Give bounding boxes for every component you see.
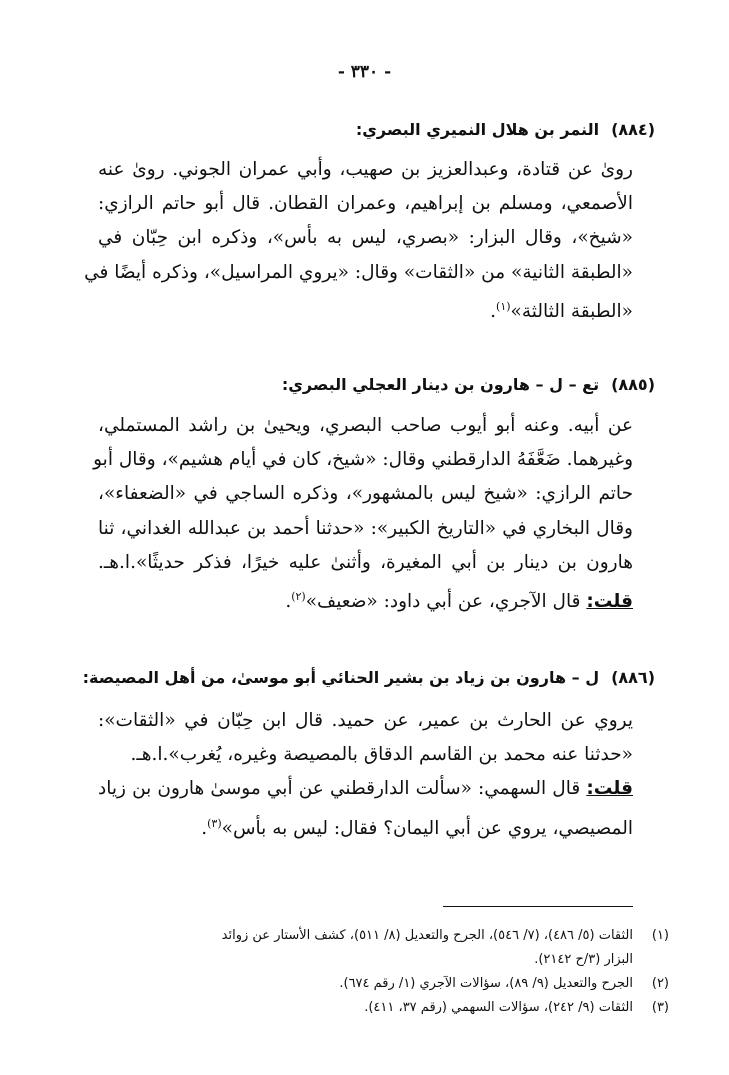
entry-number: (٨٨٦) bbox=[611, 668, 655, 687]
text-line: «حدثنا عنه محمد بن القاسم الدقاق بالمصيصة وغيره، يُغرب».ا.هـ. bbox=[130, 744, 633, 766]
footnote-text: الثقات (٥/ ٤٨٦)، (٧/ ٥٤٦)، الجرح والتعديل (٨/ ٥١١)، كشف الأستار عن زوائد bbox=[221, 928, 633, 943]
entry-body-886 bbox=[98, 704, 633, 846]
text-line: هارون بن دينار بن أبي المغيرة، وأثنىٰ عليه خيرًا، فذكر حديثًا».ا.هـ. bbox=[98, 551, 633, 573]
page-number: - ٣٣٠ - bbox=[337, 62, 392, 82]
footnote-text: الثقات (٩/ ٢٤٢)، سؤالات السهمي (رقم ٣٧، ٤١١). bbox=[364, 1000, 633, 1015]
text-line: قلت: قال الآجري، عن أبي داود: «ضعيف»$^{(٢)}$. bbox=[285, 590, 633, 613]
text-fragment: قال السهمي: «سألت الدارقطني عن أبي موسىٰ هارون بن زياد bbox=[98, 778, 581, 800]
entry-heading-886 bbox=[60, 668, 655, 687]
text-fragment: قال الآجري، عن أبي داود: «ضعيف» bbox=[305, 591, 581, 613]
entry-title: النمر بن هلال النميري البصري: bbox=[355, 120, 600, 139]
text-line: يروي عن الحارث بن عمير، عن حميد. قال ابن حِبّان في «الثقات»: bbox=[98, 710, 633, 731]
qult-label: قلت: bbox=[586, 778, 633, 800]
text-fragment: المصيصي، يروي عن أبي اليمان؟ فقال: ليس به بأس» bbox=[221, 817, 633, 839]
entry-heading-885 bbox=[60, 375, 655, 394]
text-fragment: «الطبقة الثالثة» bbox=[510, 300, 633, 322]
footnote-number: (٣) bbox=[651, 1000, 669, 1015]
text-line: المصيصي، يروي عن أبي اليمان؟ فقال: ليس به بأس»$^{(٣)}$. bbox=[201, 816, 633, 839]
text-line bbox=[98, 772, 633, 806]
footnote-3 bbox=[98, 996, 669, 1020]
footnote-ref: (٣) bbox=[207, 816, 222, 830]
text-line: «شيخ»، وقال البزار: «بصري، ليس به بأس»، وذكره ابن حِبّان في bbox=[98, 227, 633, 249]
footnote-divider bbox=[443, 906, 633, 907]
text-line: حاتم الرازي: «شيخ ليس بالمشهور»، وذكره الساجي في «الضعفاء»، bbox=[98, 483, 633, 505]
footnote-text: البزار (٣/ح ٢١٤٢). bbox=[534, 952, 633, 967]
text-line: الأصمعي، ومسلم بن إبراهيم، وعمران القطان. قال أبو حاتم الرازي: bbox=[98, 193, 633, 215]
text-line: وغيرهما. ضَعَّفَهُ الدارقطني وقال: «شيخ، كان في أيام هشيم»، وقال أبو bbox=[93, 449, 633, 471]
footnote-ref: (١) bbox=[496, 299, 511, 313]
text-line: عن أبيه. وعنه أبو أيوب صاحب البصري، ويحيىٰ بن راشد المستملي، bbox=[98, 415, 633, 436]
entry-title: ل – هارون بن زياد بن بشير الحنائي أبو موسىٰ، من أهل المصيصة: bbox=[82, 668, 600, 687]
text-line: روىٰ عن قتادة، وعبدالعزيز بن صهيب، وأبي عمران الجوني. روىٰ عنه bbox=[98, 159, 633, 180]
entry-number: (٨٨٥) bbox=[611, 375, 655, 394]
footnote-2 bbox=[98, 972, 669, 996]
text-line: وقال البخاري في «التاريخ الكبير»: «حدثنا أحمد بن عبدالله الغداني، ثنا bbox=[98, 517, 633, 539]
footnote-1 bbox=[98, 924, 669, 972]
qult-label: قلت: bbox=[586, 591, 633, 613]
footnote-number: (١) bbox=[651, 928, 669, 943]
entry-heading-884 bbox=[60, 120, 655, 139]
entry-body-885 bbox=[93, 409, 633, 619]
footnote-number: (٢) bbox=[651, 976, 669, 991]
text-line: «الطبقة الثالثة»$^{(١)}$. bbox=[490, 299, 633, 322]
text-line: «الطبقة الثانية» من «الثقات» وقال: «يروي المراسيل»، وذكره أيضًا في bbox=[84, 261, 633, 283]
entry-body-884 bbox=[84, 153, 633, 329]
footnote-text: الجرح والتعديل (٩/ ٨٩)، سؤالات الآجري (١/ رقم ٦٧٤). bbox=[339, 976, 633, 991]
entry-title: تع – ل – هارون بن دينار العجلي البصري: bbox=[281, 375, 600, 394]
footnote-ref: (٢) bbox=[291, 590, 306, 604]
entry-number: (٨٨٤) bbox=[611, 120, 655, 139]
